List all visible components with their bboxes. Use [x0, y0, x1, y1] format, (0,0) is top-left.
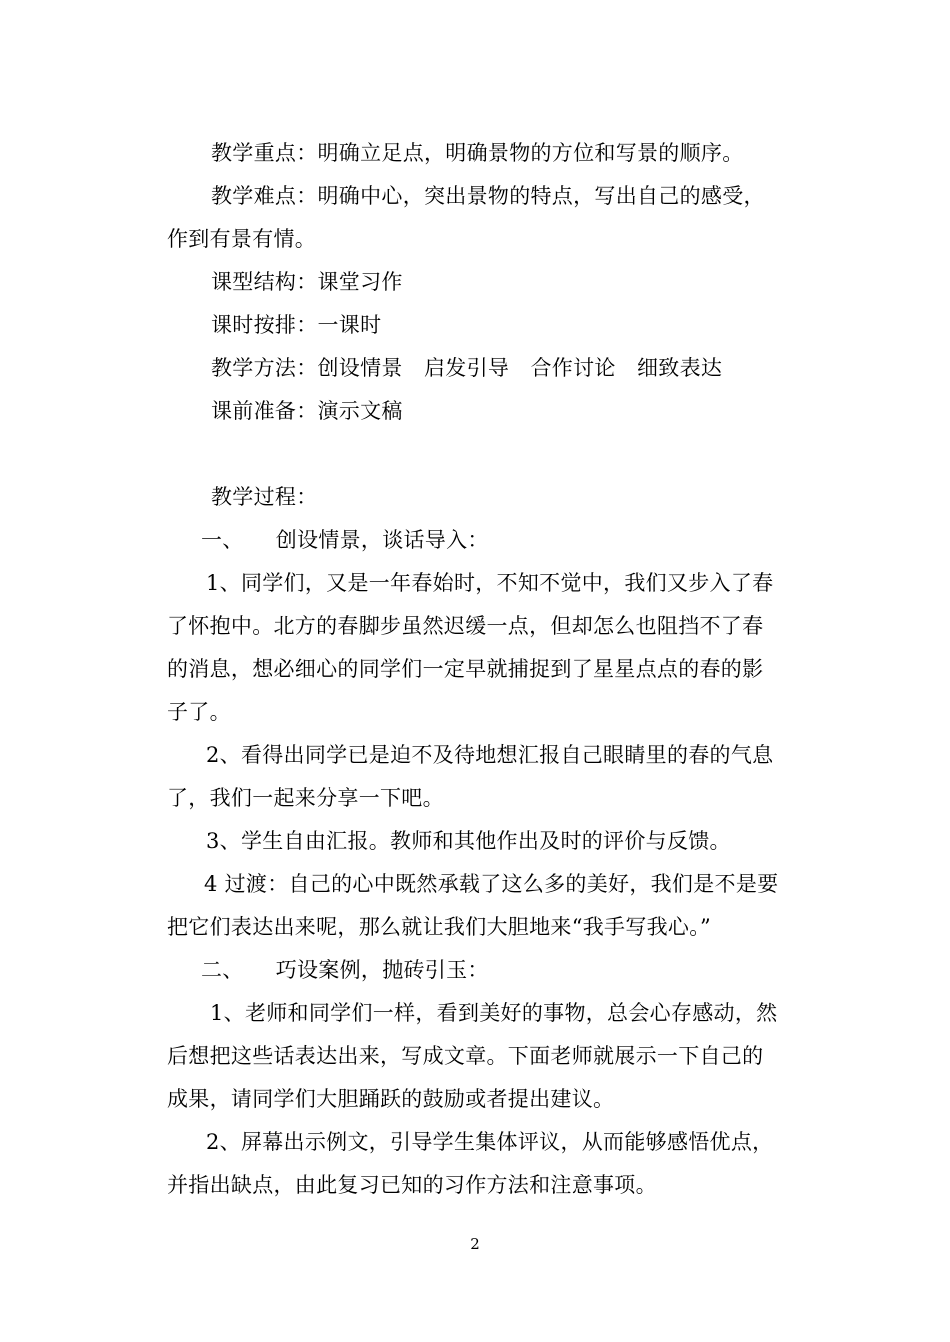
paragraph-2-line-1: 2、看得出同学已是迫不及待地想汇报自己眼睛里的春的气息	[206, 743, 774, 767]
section-heading-part-two: 二、 巧设案例，抛砖引玉：	[201, 958, 489, 982]
paragraph-1-line-4: 子了。	[167, 700, 231, 724]
paragraph-6-line-2: 并指出缺点，由此复习已知的习作方法和注意事项。	[167, 1173, 657, 1197]
text-line-preparation: 课前准备：演示文稿	[211, 399, 403, 423]
paragraph-2-line-2: 了，我们一起来分享一下吧。	[167, 786, 444, 810]
text-line-teaching-difficulty-cont: 作到有景有情。	[167, 227, 317, 251]
text-line-teaching-method: 教学方法：创设情景 启发引导 合作讨论 细致表达	[211, 356, 723, 380]
page-number: 2	[470, 1235, 480, 1253]
section-heading-part-one: 一、 创设情景，谈话导入：	[201, 528, 489, 552]
paragraph-4-line-1: 4 过渡：自己的心中既然承载了这么多的美好，我们是不是要	[204, 872, 779, 896]
paragraph-1-line-2: 了怀抱中。北方的春脚步虽然迟缓一点，但却怎么也阻挡不了春	[167, 614, 764, 638]
paragraph-6-line-1: 2、屏幕出示例文，引导学生集体评议，从而能够感悟优点，	[206, 1130, 774, 1154]
text-line-teaching-difficulty: 教学难点：明确中心，突出景物的特点，写出自己的感受，	[211, 184, 765, 208]
text-line-lesson-type: 课型结构：课堂习作	[211, 270, 403, 294]
paragraph-1-line-3: 的消息，想必细心的同学们一定早就捕捉到了星星点点的春的影	[167, 657, 764, 681]
text-line-teaching-focus: 教学重点：明确立足点，明确景物的方位和写景的顺序。	[211, 141, 744, 165]
paragraph-5-line-2: 后想把这些话表达出来，写成文章。下面老师就展示一下自己的	[167, 1044, 764, 1068]
paragraph-5-line-1: 1、老师和同学们一样，看到美好的事物，总会心存感动，然	[210, 1001, 778, 1025]
text-line-class-hours: 课时按排：一课时	[211, 313, 382, 337]
paragraph-5-line-3: 成果，请同学们大胆踊跃的鼓励或者提出建议。	[167, 1087, 615, 1111]
section-heading-teaching-process: 教学过程：	[211, 485, 318, 509]
paragraph-1-line-1: 1、同学们，又是一年春始时，不知不觉中，我们又步入了春	[206, 571, 774, 595]
paragraph-4-line-2: 把它们表达出来呢，那么就让我们大胆地来“我手写我心。”	[167, 915, 712, 939]
paragraph-3-line-1: 3、学生自由汇报。教师和其他作出及时的评价与反馈。	[206, 829, 731, 853]
